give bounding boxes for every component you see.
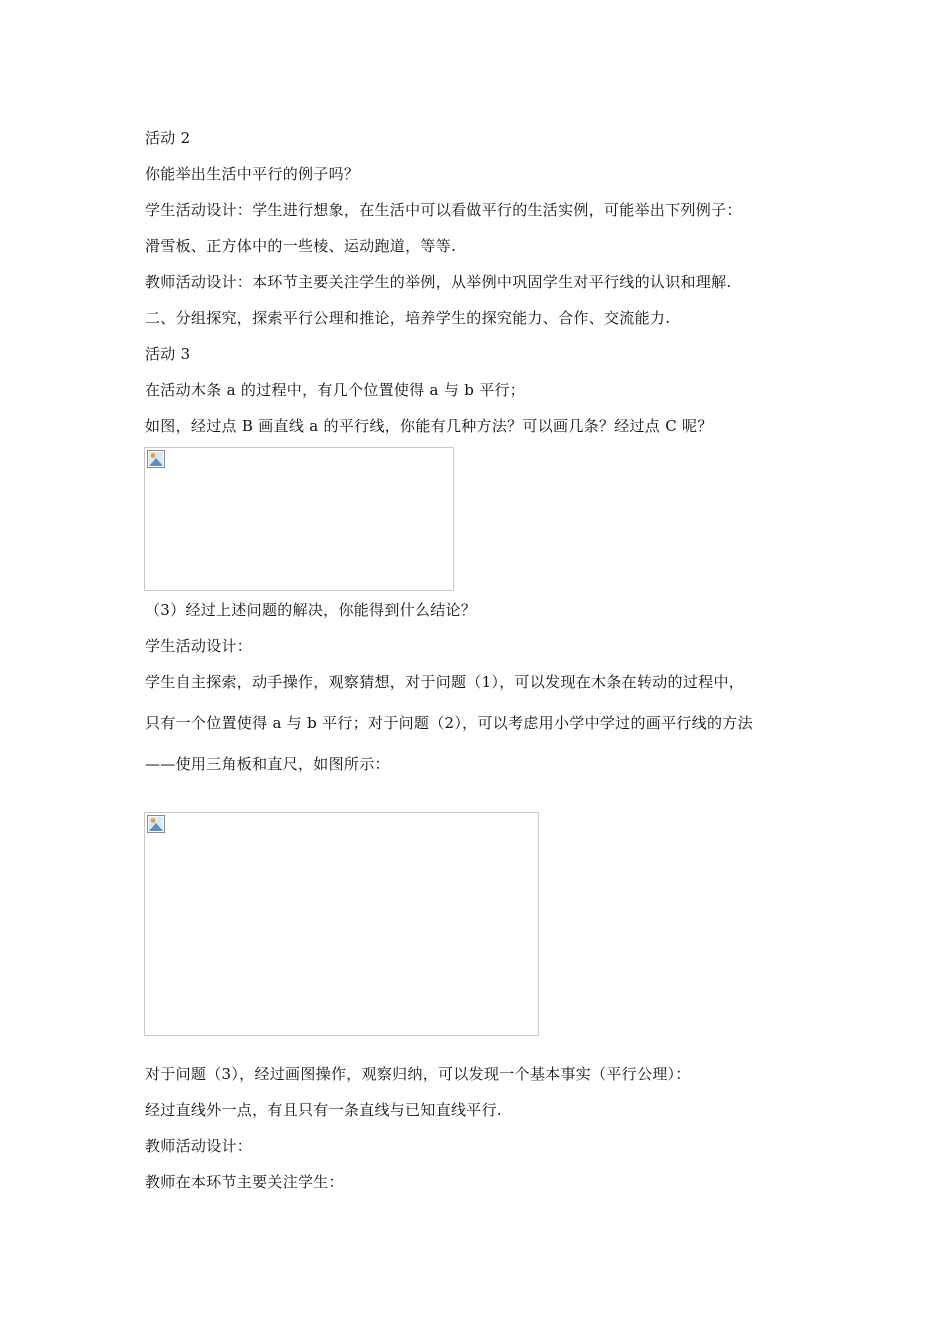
figure-1-placeholder <box>144 447 454 591</box>
paragraph-examples-list: 滑雪板、正方体中的一些棱、运动跑道，等等. <box>145 237 457 255</box>
paragraph-teacher-design-heading: 教师活动设计： <box>145 1137 253 1155</box>
paragraph-student-explore-2: 只有一个位置使得 a 与 b 平行；对于问题（2），可以考虑用小学中学过的画平行线的方法 <box>145 714 753 732</box>
paragraph-student-explore-3: ——使用三角板和直尺，如图所示： <box>145 755 390 773</box>
paragraph-student-design-1: 学生活动设计：学生进行想象，在生活中可以看做平行的生活实例，可能举出下列例子： <box>145 201 742 219</box>
paragraph-parallel-axiom: 经过直线外一点，有且只有一条直线与已知直线平行. <box>145 1101 502 1119</box>
broken-image-icon <box>147 815 165 833</box>
paragraph-question-parallel-examples: 你能举出生活中平行的例子吗？ <box>145 165 360 183</box>
paragraph-question-2: 如图，经过点 B 画直线 a 的平行线，你能有几种方法？可以画几条？经过点 C 呢？ <box>145 417 713 435</box>
paragraph-activity-3: 活动 3 <box>145 345 191 363</box>
paragraph-teacher-design-1: 教师活动设计：本环节主要关注学生的举例，从举例中巩固学生对平行线的认识和理解. <box>145 273 732 291</box>
paragraph-answer-3: 对于问题（3），经过画图操作，观察归纳，可以发现一个基本事实（平行公理）： <box>145 1065 691 1083</box>
paragraph-section-heading: 二、分组探究，探索平行公理和推论，培养学生的探究能力、合作、交流能力. <box>145 309 671 327</box>
paragraph-question-3: （3）经过上述问题的解决，你能得到什么结论？ <box>145 601 477 619</box>
paragraph-student-design-heading: 学生活动设计： <box>145 637 253 655</box>
paragraph-activity-2: 活动 2 <box>145 129 191 147</box>
broken-image-icon <box>147 450 165 468</box>
paragraph-student-explore-1: 学生自主探索，动手操作，观察猜想，对于问题（1），可以发现在木条在转动的过程中， <box>145 673 745 691</box>
figure-2-placeholder <box>144 812 539 1036</box>
paragraph-teacher-focus: 教师在本环节主要关注学生： <box>145 1173 344 1191</box>
paragraph-question-1: 在活动木条 a 的过程中，有几个位置使得 a 与 b 平行； <box>145 381 526 399</box>
